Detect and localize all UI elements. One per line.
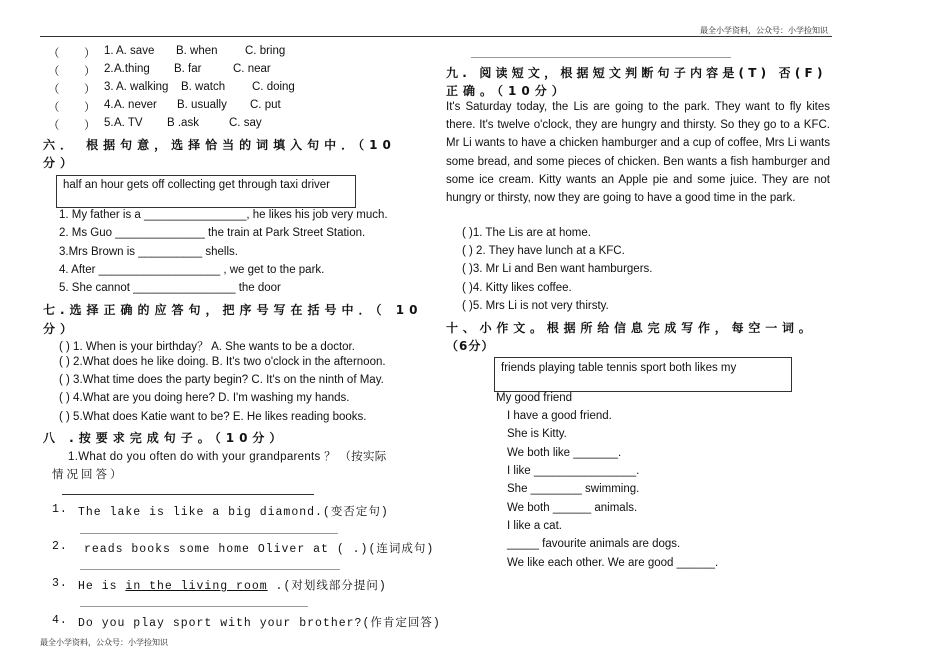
answer-line (80, 606, 308, 607)
match-item: ( ) 3.What time does the party begin? C. It's on the ninth of May. (59, 374, 384, 386)
open-paren: （ (48, 48, 60, 60)
essay-title: My good friend (496, 392, 573, 404)
choice-row (48, 117, 262, 133)
choice-number: 4. (104, 99, 114, 111)
option-a: A. TV (114, 117, 143, 129)
option-c: C. put (250, 99, 281, 111)
match-item: ( ) 5.What does Katie want to be? E. He likes reading books. (59, 411, 367, 423)
match-item: ( ) 2.What does he like doing. B. It's two o'clock in the afternoon. (59, 356, 386, 368)
close-paren: ） (84, 66, 96, 78)
word-bank-text: friends playing table tennis sport both likes my (501, 362, 737, 374)
question-1-cont: 情况回答） (52, 469, 125, 481)
underlined-phrase: in the living room (125, 580, 268, 593)
option-c: C. near (233, 63, 271, 75)
question-4-pre: He is (78, 580, 126, 593)
open-paren: （ (48, 120, 60, 132)
essay-line: We like each other. We are good ______. (507, 557, 719, 569)
essay-line: I have a good friend. (507, 410, 612, 422)
answer-line (80, 569, 340, 570)
fill-item: 4. After ___________________ , we get to the park. (59, 264, 325, 276)
essay-line: She is Kitty. (507, 428, 567, 440)
open-paren: （ (48, 84, 60, 96)
question-number: 2. (52, 540, 68, 553)
choice-number: 5. (104, 117, 114, 129)
header-note: 最全小学资料，公众号：小学捡知识 (700, 26, 828, 35)
choice-row (48, 99, 281, 115)
tf-item: ( )5. Mrs Li is not very thirsty. (462, 300, 609, 312)
close-paren: ） (84, 48, 96, 60)
open-paren: （ (48, 102, 60, 114)
footer-note: 最全小学资料，公众号：小学捡知识 (40, 638, 168, 647)
fill-item: 5. She cannot ________________ the door (59, 282, 281, 294)
tf-item: ( )1. The Lis are at home. (462, 227, 591, 239)
essay-line: I like ________________. (507, 465, 640, 477)
fill-item: 3.Mrs Brown is __________ shells. (59, 246, 238, 258)
question-number: 3. (52, 577, 68, 590)
choice-number: 3. (104, 81, 114, 93)
choice-row (48, 63, 271, 79)
section-9-title: 九. 阅读短文，根据短文判断句子内容是(T) 否(F) (446, 66, 827, 80)
option-b: B. watch (181, 81, 226, 93)
open-paren: （ (48, 66, 60, 78)
question-4-post: .(对划线部分提问) (267, 580, 387, 593)
match-item: ( ) 4.What are you doing here? D. I'm washing my hands. (59, 392, 350, 404)
answer-line (80, 533, 338, 534)
question-5: Do you play sport with your brother?(作肯定回答) (78, 617, 441, 630)
option-c: C. bring (245, 45, 286, 57)
answer-line (471, 57, 731, 58)
essay-line: She ________ swimming. (507, 483, 640, 495)
choice-row (48, 81, 295, 97)
option-a: A.thing (114, 63, 150, 75)
section-6-title: 六． 根据句意，选择恰当的词填入句中．（10 (43, 138, 396, 152)
essay-line: I like a cat. (507, 520, 562, 532)
match-item: ( ) 1. When is your birthday？ A. She wants to be a doctor. (59, 341, 355, 353)
section-7-title-cont: 分） (43, 322, 78, 336)
choice-number: 1. (104, 45, 114, 57)
question-3: reads books some home Oliver at ( .)(连词成句) (84, 543, 435, 556)
question-4 (78, 577, 387, 593)
header-rule (40, 36, 832, 37)
option-b: B. far (174, 63, 202, 75)
question-2: The lake is like a big diamond.(变否定句) (78, 506, 389, 519)
section-10-title: 十、小作文。根据所给信息完成写作，每空一词。 (446, 321, 816, 335)
question-number: 1. (52, 503, 68, 516)
option-a: A. never (114, 99, 157, 111)
word-bank-text: half an hour gets off collecting get through taxi driver (63, 179, 331, 191)
fill-item: 1. My father is a ________________, he likes his job very much. (59, 209, 388, 221)
section-8-title: 八 .按要求完成句子。（10分） (43, 431, 287, 445)
option-c: C. say (229, 117, 262, 129)
section-6-title-cont: 分） (43, 156, 78, 170)
option-b: B. when (176, 45, 218, 57)
section-10-title-cont: （6分） (446, 339, 495, 353)
section-9-title-cont: 正确。（10分） (446, 84, 569, 98)
option-a: A. save (116, 45, 155, 57)
answer-line (62, 494, 314, 495)
close-paren: ） (84, 120, 96, 132)
question-number: 4. (52, 614, 68, 627)
reading-passage: It's Saturday today, the Lis are going to the park. They want to fly kites there. It's twelve o'clock, they are hungry and thirsty. So they go to a KFC. Mr Li wants to have a chicken hamburger and a cup of coffee, Mrs Li wants some bread, and some pieces of chicken. Ben wants a fish hamburger and some ice cream. Kitty wants an Apple pie and some juice. They are not hungry or thirsty, now they are going to have a good time in the park. (446, 101, 830, 205)
fill-item: 2. Ms Guo ______________ the train at Park Street Station. (59, 227, 366, 239)
choice-row (48, 45, 286, 61)
option-a: A. walking (116, 81, 169, 93)
essay-line: We both like _______. (507, 447, 622, 459)
option-b: B .ask (167, 117, 199, 129)
section-7-title: 七.选择正确的应答句，把序号写在括号中．（ 10 (43, 303, 423, 317)
option-b: B. usually (177, 99, 227, 111)
option-c: C. doing (252, 81, 295, 93)
question-1: 1.What do you often do with your grandparents ？ （按实际 (68, 451, 387, 463)
tf-item: ( )3. Mr Li and Ben want hamburgers. (462, 263, 653, 275)
close-paren: ） (84, 84, 96, 96)
essay-line: _____ favourite animals are dogs. (507, 538, 681, 550)
close-paren: ） (84, 102, 96, 114)
choice-number: 2. (104, 63, 114, 75)
essay-line: We both ______ animals. (507, 502, 638, 514)
tf-item: ( ) 2. They have lunch at a KFC. (462, 245, 625, 257)
tf-item: ( )4. Kitty likes coffee. (462, 282, 572, 294)
